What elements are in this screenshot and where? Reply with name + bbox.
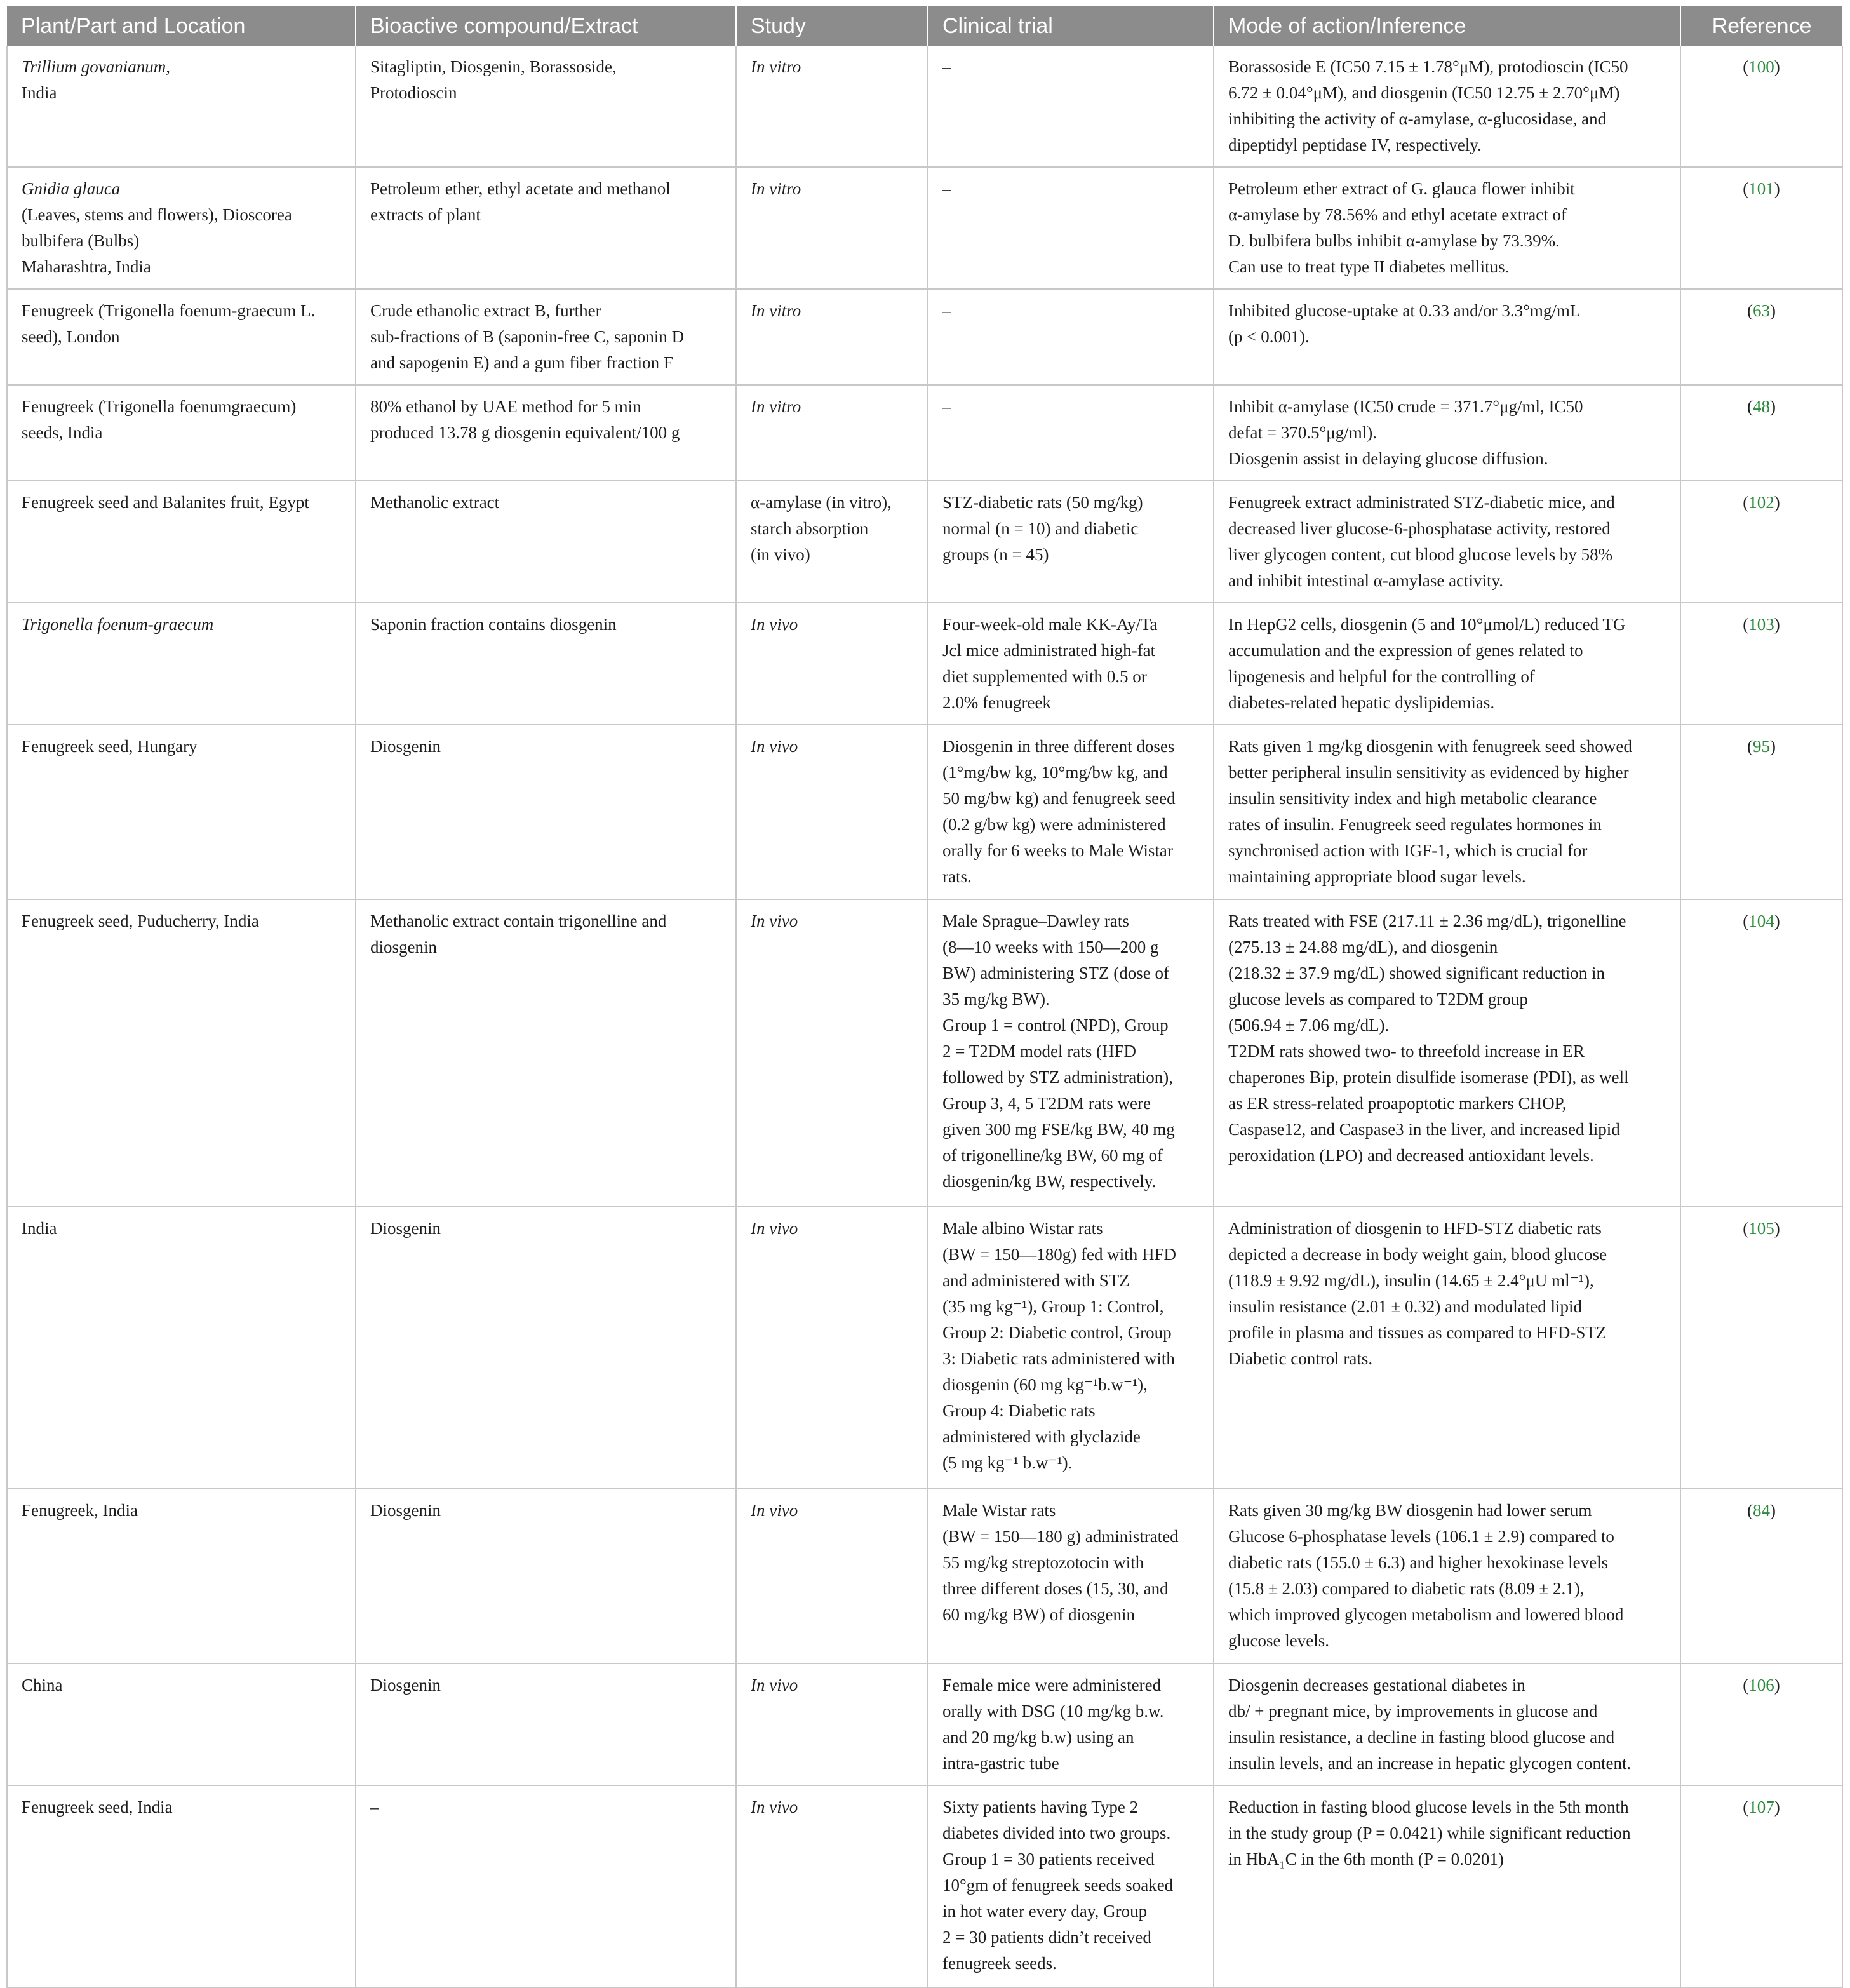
trial-line: (5 mg kg⁻¹ b.w⁻¹).	[942, 1453, 1073, 1472]
cell-reference: (103)	[1680, 603, 1842, 725]
study-line: In vitro	[751, 397, 801, 416]
cell-clinical-trial	[928, 481, 1214, 603]
plant-line: Fenugreek seed and Balanites fruit, Egypt	[22, 493, 309, 512]
trial-line: Group 1 = control (NPD), Group	[942, 1016, 1169, 1035]
reference-link[interactable]: 103	[1748, 615, 1774, 634]
mode-line: as ER stress-related proapoptotic markers CHOP,	[1228, 1094, 1567, 1113]
cell-mode-of-action	[1214, 289, 1680, 385]
reference-link[interactable]: 104	[1748, 911, 1774, 930]
trial-line: Group 2: Diabetic control, Group	[942, 1323, 1172, 1342]
cell-reference: (106)	[1680, 1663, 1842, 1785]
trial-line: orally for 6 weeks to Male Wistar	[942, 841, 1173, 860]
cell-mode-of-action	[1214, 1663, 1680, 1785]
header-plant: Plant/Part and Location	[7, 6, 356, 46]
reference-link[interactable]: 48	[1753, 397, 1770, 416]
mode-line: maintaining appropriate blood sugar levels.	[1228, 867, 1526, 886]
mode-line: Caspase12, and Caspase3 in the liver, and increased lipid	[1228, 1120, 1620, 1139]
cell-clinical-trial	[928, 899, 1214, 1207]
cell-plant	[7, 725, 356, 899]
mode-line: (506.94 ± 7.06 mg/dL).	[1228, 1016, 1390, 1035]
mode-line: diabetes-related hepatic dyslipidemias.	[1228, 693, 1495, 712]
trial-line: Four-week-old male KK-Ay/Ta	[942, 615, 1158, 634]
cell-clinical-trial	[928, 1207, 1214, 1489]
trial-line: (35 mg kg⁻¹), Group 1: Control,	[942, 1297, 1164, 1316]
trial-line: 3: Diabetic rats administered with	[942, 1349, 1175, 1368]
mode-line: Petroleum ether extract of G. glauca flower inhibit	[1228, 179, 1575, 198]
trial-line: orally with DSG (10 mg/kg b.w.	[942, 1702, 1164, 1721]
compound-line: Diosgenin	[370, 1219, 441, 1238]
cell-mode-of-action	[1214, 481, 1680, 603]
mode-line: D. bulbifera bulbs inhibit α-amylase by 73.39%.	[1228, 231, 1560, 250]
table-row	[7, 899, 1842, 1207]
mode-line: inhibiting the activity of α-amylase, α-glucosidase, and	[1228, 109, 1607, 128]
cell-study	[736, 289, 928, 385]
study-line: In vivo	[751, 1797, 798, 1817]
plant-line: seeds, India	[22, 423, 103, 442]
cell-plant	[7, 481, 356, 603]
cell-plant	[7, 1663, 356, 1785]
cell-compound	[356, 1207, 736, 1489]
mode-line: Diosgenin decreases gestational diabetes in	[1228, 1676, 1525, 1695]
plant-line: India	[22, 1219, 57, 1238]
reference-link[interactable]: 100	[1748, 57, 1774, 76]
reference-link[interactable]: 101	[1748, 179, 1774, 198]
cell-clinical-trial	[928, 1785, 1214, 1987]
cell-reference: (107)	[1680, 1785, 1842, 1987]
cell-mode-of-action	[1214, 46, 1680, 167]
trial-line: diosgenin/kg BW, respectively.	[942, 1172, 1156, 1191]
trial-line: 2 = T2DM model rats (HFD	[942, 1042, 1136, 1061]
mode-line: glucose levels as compared to T2DM group	[1228, 990, 1528, 1009]
mode-line: In HepG2 cells, diosgenin (5 and 10°μmol/L) reduced TG	[1228, 615, 1626, 634]
cell-plant	[7, 385, 356, 481]
compound-line: produced 13.78 g diosgenin equivalent/100 g	[370, 423, 680, 442]
cell-mode-of-action	[1214, 603, 1680, 725]
cell-clinical-trial	[928, 1489, 1214, 1663]
trial-line: Male albino Wistar rats	[942, 1219, 1103, 1238]
compound-line: Diosgenin	[370, 737, 441, 756]
reference-link[interactable]: 84	[1753, 1501, 1770, 1520]
cell-mode-of-action	[1214, 1785, 1680, 1987]
mode-line: Inhibited glucose-uptake at 0.33 and/or 3.3°mg/mL	[1228, 301, 1581, 320]
cell-reference: (105)	[1680, 1207, 1842, 1489]
plant-line: Maharashtra, India	[22, 257, 151, 276]
mode-line: rates of insulin. Fenugreek seed regulates hormones in	[1228, 815, 1602, 834]
mode-line: in HbA₁C in the 6th month (P = 0.0201)	[1228, 1850, 1504, 1869]
study-line: starch absorption	[751, 519, 869, 538]
plant-line: Fenugreek, India	[22, 1501, 138, 1520]
plant-line: Trigonella foenum-graecum	[22, 615, 214, 634]
mode-line: Borassoside E (IC50 7.15 ± 1.78°μM), protodioscin (IC50	[1228, 57, 1628, 76]
table-body	[7, 46, 1842, 1987]
trial-line: Male Sprague–Dawley rats	[942, 911, 1129, 930]
cell-clinical-trial	[928, 1663, 1214, 1785]
trial-line: STZ-diabetic rats (50 mg/kg)	[942, 493, 1143, 512]
mode-line: insulin resistance, a decline in fasting blood glucose and	[1228, 1728, 1615, 1747]
mode-line: (15.8 ± 2.03) compared to diabetic rats (8.09 ± 2.1),	[1228, 1579, 1585, 1598]
header-clinical-trial: Clinical trial	[928, 6, 1214, 46]
mode-line: α-amylase by 78.56% and ethyl acetate extract of	[1228, 205, 1567, 224]
cell-reference: (104)	[1680, 899, 1842, 1207]
trial-line: rats.	[942, 867, 972, 886]
trial-line: fenugreek seeds.	[942, 1954, 1057, 1973]
study-line: α-amylase (in vitro),	[751, 493, 892, 512]
cell-study	[736, 167, 928, 289]
cell-compound	[356, 167, 736, 289]
trial-line: followed by STZ administration),	[942, 1068, 1173, 1087]
trial-line: three different doses (15, 30, and	[942, 1579, 1169, 1598]
cell-mode-of-action	[1214, 167, 1680, 289]
cell-reference: (95)	[1680, 725, 1842, 899]
study-line: In vivo	[751, 737, 798, 756]
cell-compound	[356, 603, 736, 725]
trial-line: (8—10 weeks with 150—200 g	[942, 937, 1159, 957]
mode-line: Glucose 6-phosphatase levels (106.1 ± 2.9) compared to	[1228, 1527, 1614, 1546]
mode-line: (p < 0.001).	[1228, 327, 1310, 346]
cell-compound	[356, 46, 736, 167]
trial-line: –	[942, 179, 951, 198]
table-row	[7, 385, 1842, 481]
mode-line: in the study group (P = 0.0421) while significant reduction	[1228, 1823, 1631, 1843]
table-row	[7, 167, 1842, 289]
cell-study	[736, 1489, 928, 1663]
table-row	[7, 1785, 1842, 1987]
trial-line: 60 mg/kg BW) of diosgenin	[942, 1605, 1135, 1624]
compound-line: Methanolic extract contain trigonelline and	[370, 911, 667, 930]
trial-line: Sixty patients having Type 2	[942, 1797, 1139, 1817]
plant-line: India	[22, 83, 57, 102]
compound-line: and sapogenin E) and a gum fiber fraction F	[370, 353, 673, 372]
cell-study	[736, 899, 928, 1207]
compound-line: diosgenin	[370, 937, 437, 957]
trial-line: Male Wistar rats	[942, 1501, 1056, 1520]
reference-link[interactable]: 107	[1748, 1797, 1774, 1817]
trial-line: diabetes divided into two groups.	[942, 1823, 1171, 1843]
plant-line: Gnidia glauca	[22, 179, 121, 198]
mode-line: Reduction in fasting blood glucose levels in the 5th month	[1228, 1797, 1629, 1817]
cell-mode-of-action	[1214, 899, 1680, 1207]
trial-line: and 20 mg/kg b.w) using an	[942, 1728, 1134, 1747]
cell-study	[736, 1663, 928, 1785]
cell-mode-of-action	[1214, 725, 1680, 899]
trial-line: Female mice were administered	[942, 1676, 1162, 1695]
mode-line: better peripheral insulin sensitivity as evidenced by higher	[1228, 763, 1629, 782]
cell-clinical-trial	[928, 46, 1214, 167]
mode-line: (118.9 ± 9.92 mg/dL), insulin (14.65 ± 2.4°μU ml⁻¹),	[1228, 1271, 1594, 1290]
compound-line: Petroleum ether, ethyl acetate and methanol	[370, 179, 671, 198]
cell-compound	[356, 725, 736, 899]
trial-line: 10°gm of fenugreek seeds soaked	[942, 1876, 1174, 1895]
mode-line: (275.13 ± 24.88 mg/dL), and diosgenin	[1228, 937, 1498, 957]
table-row	[7, 46, 1842, 167]
study-line: (in vivo)	[751, 545, 810, 564]
reference-link[interactable]: 102	[1748, 493, 1774, 512]
trial-line: 35 mg/kg BW).	[942, 990, 1050, 1009]
header-reference: Reference	[1680, 6, 1842, 46]
trial-line: Jcl mice administrated high-fat	[942, 641, 1156, 660]
cell-study	[736, 603, 928, 725]
cell-plant	[7, 1785, 356, 1987]
mode-line: insulin levels, and an increase in hepatic glycogen content.	[1228, 1754, 1632, 1773]
plant-line: Fenugreek seed, Puducherry, India	[22, 911, 259, 930]
trial-line: (1°mg/bw kg, 10°mg/bw kg, and	[942, 763, 1168, 782]
plant-line: (Leaves, stems and flowers), Dioscorea	[22, 205, 292, 224]
header-row	[7, 6, 1842, 46]
cell-reference: (63)	[1680, 289, 1842, 385]
mode-line: insulin sensitivity index and high metabolic clearance	[1228, 789, 1597, 808]
reference-link[interactable]: 95	[1753, 737, 1770, 756]
mode-line: db/ + pregnant mice, by improvements in glucose and	[1228, 1702, 1598, 1721]
cell-compound	[356, 289, 736, 385]
cell-compound	[356, 1785, 736, 1987]
cell-compound	[356, 1663, 736, 1785]
plant-line: Fenugreek seed, Hungary	[22, 737, 198, 756]
table-row	[7, 1489, 1842, 1663]
mode-line: synchronised action with IGF-1, which is crucial for	[1228, 841, 1588, 860]
compound-line: Diosgenin	[370, 1501, 441, 1520]
mode-line: Rats treated with FSE (217.11 ± 2.36 mg/dL), trigonelline	[1228, 911, 1626, 930]
mode-line: lipogenesis and helpful for the controlling of	[1228, 667, 1535, 686]
plant-line: bulbifera (Bulbs)	[22, 231, 140, 250]
trial-line: of trigonelline/kg BW, 60 mg of	[942, 1146, 1163, 1165]
plant-line: Fenugreek (Trigonella foenumgraecum)	[22, 397, 297, 416]
trial-line: and administered with STZ	[942, 1271, 1130, 1290]
study-line: In vitro	[751, 57, 801, 76]
mode-line: T2DM rats showed two- to threefold increase in ER	[1228, 1042, 1585, 1061]
compound-line: Protodioscin	[370, 83, 457, 102]
cell-compound	[356, 481, 736, 603]
cell-study	[736, 385, 928, 481]
mode-line: decreased liver glucose-6-phosphatase activity, restored	[1228, 519, 1611, 538]
header-study: Study	[736, 6, 928, 46]
cell-reference: (84)	[1680, 1489, 1842, 1663]
plant-line: Fenugreek seed, India	[22, 1797, 173, 1817]
trial-line: administered with glyclazide	[942, 1427, 1141, 1446]
mode-line: 6.72 ± 0.04°μM), and diosgenin (IC50 12.75 ± 2.70°μM)	[1228, 83, 1620, 102]
compound-line: sub-fractions of B (saponin-free C, saponin D	[370, 327, 685, 346]
cell-clinical-trial	[928, 167, 1214, 289]
trial-line: normal (n = 10) and diabetic	[942, 519, 1139, 538]
study-line: In vivo	[751, 911, 798, 930]
mode-line: Fenugreek extract administrated STZ-diabetic mice, and	[1228, 493, 1615, 512]
mode-line: liver glycogen content, cut blood glucose levels by 58%	[1228, 545, 1613, 564]
mode-line: and inhibit intestinal α-amylase activity.	[1228, 571, 1504, 590]
cell-mode-of-action	[1214, 1489, 1680, 1663]
compound-line: Saponin fraction contains diosgenin	[370, 615, 617, 634]
study-line: In vivo	[751, 615, 798, 634]
table-row	[7, 1207, 1842, 1489]
cell-reference: (102)	[1680, 481, 1842, 603]
table-row	[7, 725, 1842, 899]
compound-line: –	[370, 1797, 379, 1817]
plant-line: Trillium govanianum,	[22, 57, 171, 76]
trial-line: in hot water every day, Group	[942, 1902, 1148, 1921]
trial-line: 55 mg/kg streptozotocin with	[942, 1553, 1144, 1572]
trial-line: Group 1 = 30 patients received	[942, 1850, 1155, 1869]
compound-line: Methanolic extract	[370, 493, 500, 512]
mode-line: Inhibit α-amylase (IC50 crude = 371.7°μg/ml, IC50	[1228, 397, 1583, 416]
cell-study	[736, 1207, 928, 1489]
compound-line: extracts of plant	[370, 205, 481, 224]
header-mode-of-action: Mode of action/Inference	[1214, 6, 1680, 46]
mode-line: Diosgenin assist in delaying glucose diffusion.	[1228, 449, 1548, 468]
mode-line: chaperones Bip, protein disulfide isomerase (PDI), as well	[1228, 1068, 1629, 1087]
cell-clinical-trial	[928, 385, 1214, 481]
cell-plant	[7, 1489, 356, 1663]
study-line: In vivo	[751, 1676, 798, 1695]
cell-study	[736, 725, 928, 899]
cell-study	[736, 46, 928, 167]
plant-line: Fenugreek (Trigonella foenum-graecum L.	[22, 301, 316, 320]
cell-mode-of-action	[1214, 1207, 1680, 1489]
mode-line: Rats given 30 mg/kg BW diosgenin had lower serum	[1228, 1501, 1592, 1520]
cell-study	[736, 1785, 928, 1987]
cell-reference: (101)	[1680, 167, 1842, 289]
trial-line: intra-gastric tube	[942, 1754, 1059, 1773]
study-line: In vivo	[751, 1501, 798, 1520]
trial-line: –	[942, 57, 951, 76]
table-row	[7, 481, 1842, 603]
table-row	[7, 603, 1842, 725]
cell-plant	[7, 167, 356, 289]
mode-line: defat = 370.5°μg/ml).	[1228, 423, 1377, 442]
cell-compound	[356, 899, 736, 1207]
mode-line: diabetic rats (155.0 ± 6.3) and higher hexokinase levels	[1228, 1553, 1609, 1572]
cell-mode-of-action	[1214, 385, 1680, 481]
mode-line: Administration of diosgenin to HFD-STZ diabetic rats	[1228, 1219, 1602, 1238]
mode-line: Can use to treat type II diabetes mellitus.	[1228, 257, 1510, 276]
mode-line: depicted a decrease in body weight gain, blood glucose	[1228, 1245, 1607, 1264]
plant-line: China	[22, 1676, 63, 1695]
trial-line: (BW = 150—180g) fed with HFD	[942, 1245, 1176, 1264]
mode-line: profile in plasma and tissues as compared to HFD-STZ	[1228, 1323, 1607, 1342]
compound-line: 80% ethanol by UAE method for 5 min	[370, 397, 641, 416]
trial-line: Group 3, 4, 5 T2DM rats were	[942, 1094, 1151, 1113]
study-line: In vitro	[751, 301, 801, 320]
cell-plant	[7, 46, 356, 167]
cell-study	[736, 481, 928, 603]
mode-line: insulin resistance (2.01 ± 0.32) and modulated lipid	[1228, 1297, 1582, 1316]
cell-clinical-trial	[928, 725, 1214, 899]
cell-clinical-trial	[928, 603, 1214, 725]
cell-clinical-trial	[928, 289, 1214, 385]
trial-line: (0.2 g/bw kg) were administered	[942, 815, 1166, 834]
trial-line: BW) administering STZ (dose of	[942, 964, 1169, 983]
reference-link[interactable]: 106	[1748, 1676, 1774, 1695]
cell-plant	[7, 603, 356, 725]
header-compound: Bioactive compound/Extract	[356, 6, 736, 46]
trial-line: 2 = 30 patients didn’t received	[942, 1928, 1151, 1947]
data-table	[6, 6, 1843, 1988]
mode-line: (218.32 ± 37.9 mg/dL) showed significant reduction in	[1228, 964, 1605, 983]
table-row	[7, 1663, 1842, 1785]
reference-link[interactable]: 63	[1753, 301, 1770, 320]
trial-line: (BW = 150—180 g) administrated	[942, 1527, 1179, 1546]
mode-line: which improved glycogen metabolism and lowered blood	[1228, 1605, 1624, 1624]
trial-line: Diosgenin in three different doses	[942, 737, 1175, 756]
mode-line: Diabetic control rats.	[1228, 1349, 1373, 1368]
cell-plant	[7, 289, 356, 385]
cell-compound	[356, 1489, 736, 1663]
mode-line: accumulation and the expression of genes related to	[1228, 641, 1583, 660]
table-row	[7, 289, 1842, 385]
compound-line: Sitagliptin, Diosgenin, Borassoside,	[370, 57, 617, 76]
cell-compound	[356, 385, 736, 481]
table-container	[6, 6, 1842, 1988]
trial-line: –	[942, 397, 951, 416]
cell-reference: (100)	[1680, 46, 1842, 167]
cell-plant	[7, 899, 356, 1207]
mode-line: glucose levels.	[1228, 1631, 1329, 1650]
mode-line: peroxidation (LPO) and decreased antioxidant levels.	[1228, 1146, 1594, 1165]
trial-line: Group 4: Diabetic rats	[942, 1401, 1096, 1420]
trial-line: –	[942, 301, 951, 320]
trial-line: groups (n = 45)	[942, 545, 1049, 564]
compound-line: Diosgenin	[370, 1676, 441, 1695]
cell-plant	[7, 1207, 356, 1489]
trial-line: 2.0% fenugreek	[942, 693, 1051, 712]
study-line: In vitro	[751, 179, 801, 198]
trial-line: diosgenin (60 mg kg⁻¹b.w⁻¹),	[942, 1375, 1148, 1394]
trial-line: diet supplemented with 0.5 or	[942, 667, 1147, 686]
plant-line: seed), London	[22, 327, 120, 346]
trial-line: 50 mg/bw kg) and fenugreek seed	[942, 789, 1176, 808]
trial-line: given 300 mg FSE/kg BW, 40 mg	[942, 1120, 1175, 1139]
mode-line: dipeptidyl peptidase IV, respectively.	[1228, 135, 1482, 154]
reference-link[interactable]: 105	[1748, 1219, 1774, 1238]
study-line: In vivo	[751, 1219, 798, 1238]
compound-line: Crude ethanolic extract B, further	[370, 301, 601, 320]
mode-line: Rats given 1 mg/kg diosgenin with fenugreek seed showed	[1228, 737, 1632, 756]
cell-reference: (48)	[1680, 385, 1842, 481]
